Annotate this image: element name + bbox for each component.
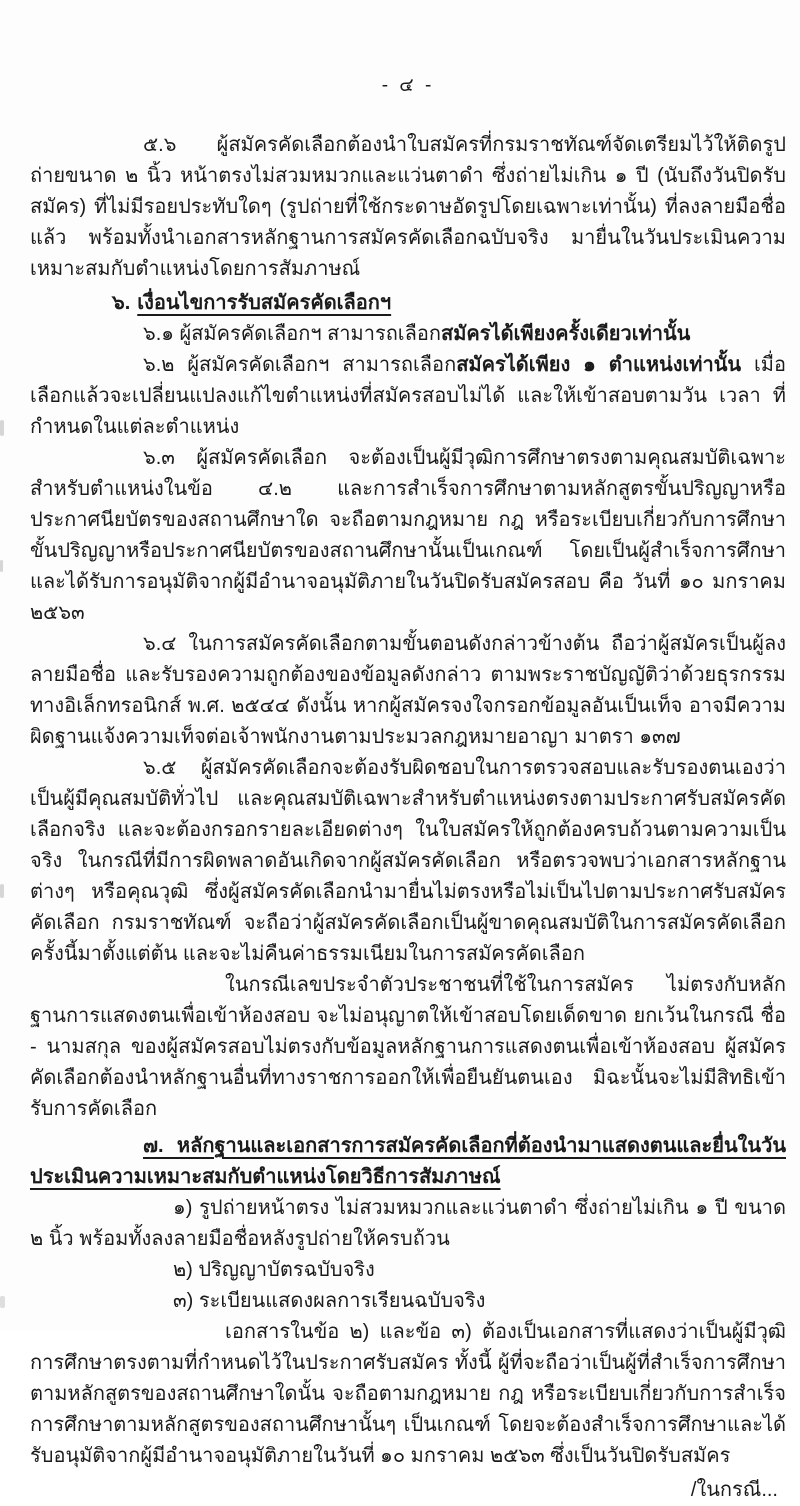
continuation-mark: /ในกรณี... [690,1479,778,1501]
id-card-note: ในกรณีเลขประจำตัวประชาชนที่ใช้ในการสมัคร ไม่ตรงกับหลักฐานการแสดงตนเพื่อเข้าห้องสอบ จะไม่อนุญาตให้เข้าสอบโดยเด็ดขาด ยกเว้นในกรณี ชื่อ - นามสกุล ของผู้สมัครสอบไม่ตรงกับข้อมูลหลักฐานการแสดงตนเพื่อเข้าห้องสอบ ผู้สมัครคัดเลือกต้องนำหลักฐานอื่นที่ทางราชการออกให้เพื่อยืนยันตนเอง มิฉะนั้นจะไม่มีสิทธิเข้ารับการคัดเลือก [30,974,786,1120]
clause-6-5: ๖.๕ ผู้สมัครคัดเลือกจะต้องรับผิดชอบในการตรวจสอบและรับรองตนเองว่า เป็นผู้มีคุณสมบัติทั่วไป และคุณสมบัติเฉพาะสำหรับตำแหน่งตรงตามประกาศรับสมัครคัดเลือกจริง และจะต้องกรอกรายละเอียดต่างๆ ในใบสมัครให้ถูกต้องครบถ้วนตามความเป็นจริง ในกรณีที่มีการผิดพลาดอันเกิดจากผู้สมัครคัดเลือก หรือตรวจพบว่าเอกสารหลักฐานต่างๆ หรือคุณวุฒิ ซึ่งผู้สมัครคัดเลือกนำมายื่นไม่ตรงหรือไม่เป็นไปตามประกาศรับสมัครคัดเลือก กรมราชทัณฑ์ จะถือว่าผู้สมัครคัดเลือกเป็นผู้ขาดคุณสมบัติในการสมัครคัดเลือกครั้งนี้มาตั้งแต่ต้น และจะไม่คืนค่าธรรมเนียมในการสมัครคัดเลือก [30,757,786,965]
clause-6-4: ๖.๔ ในการสมัครคัดเลือกตามขั้นตอนดังกล่าวข้างต้น ถือว่าผู้สมัครเป็นผู้ลงลายมือชื่อ และรับรองความถูกต้องของข้อมูลดังกล่าว ตามพระราชบัญญัติว่าด้วยธุรกรรมทางอิเล็กทรอนิกส์ พ.ศ. ๒๕๔๔ ดังนั้น หากผู้สมัครจงใจกรอกข้อมูลอันเป็นเท็จ อาจมีความผิดฐานแจ้งความเท็จต่อเจ้าพนักงานตามประมวลกฎหมายอาญา มาตรา ๑๓๗ [30,633,786,748]
scan-artifact [0,420,4,436]
section-6-title: เงื่อนไขการรับสมัครคัดเลือกฯ [137,292,392,314]
clause-6-1-bold-text: สมัครได้เพียงครั้งเดียวเท่านั้น [441,323,691,345]
clause-6-2-suffix-text: เมื่อเลือกแล้วจะเปลี่ยนแปลงแก้ไขตำแหน่งที่สมัครสอบไม่ได้ และให้เข้าสอบตามวัน เวลา ที่กำหนดในแต่ละตำแหน่ง [30,354,786,438]
scan-artifact [0,1296,5,1308]
section-6-number: ๖. [112,292,131,314]
clause-6-1 [30,319,786,350]
scan-artifact [0,884,4,898]
evidence-item-transcript: ๓) ระเบียนแสดงผลการเรียนฉบับจริง [173,1290,486,1312]
section-7-title: ๗. หลักฐานและเอกสารการสมัครคัดเลือกที่ต้องนำมาแสดงตนและยื่นในวันประเมินความเหมาะสมกับตำแหน่งโดยวิธีการสัมภาษณ์ [30,1135,786,1188]
section-7-heading [30,1131,786,1193]
documents-note: เอกสารในข้อ ๒) และข้อ ๓) ต้องเป็นเอกสารที่แสดงว่าเป็นผู้มีวุฒิการศึกษาตรงตามที่กำหนดไว้ในประกาศรับสมัคร ทั้งนี้ ผู้ที่จะถือว่าเป็นผู้ที่สำเร็จการศึกษาตามหลักสูตรของสถานศึกษาใดนั้น จะถือตามกฎหมาย กฎ หรือระเบียบเกี่ยวกับการสำเร็จการศึกษาตามหลักสูตรของสถานศึกษานั้นๆ เป็นเกณฑ์ โดยจะต้องสำเร็จการศึกษาและได้รับอนุมัติจากผู้มีอำนาจอนุมัติภายในวันที่ ๑๐ มกราคม ๒๕๖๓ ซึ่งเป็นวันปิดรับสมัคร [30,1321,786,1467]
document-body [30,70,786,1506]
clause-6-1-text: ๖.๑ ผู้สมัครคัดเลือกฯ สามารถเลือก [143,323,442,345]
clause-5-6: ๕.๖ ผู้สมัครคัดเลือกต้องนำใบสมัครที่กรมราชทัณฑ์จัดเตรียมไว้ให้ติดรูปถ่ายขนาด ๒ นิ้ว หน้าตรงไม่สวมหมวกและแว่นตาดำ ซึ่งถ่ายไม่เกิน ๑ ปี (นับถึงวันปิดรับสมัคร) ที่ไม่มีรอยประทับใดๆ (รูปถ่ายที่ใช้กระดาษอัดรูปโดยเฉพาะเท่านั้น) ที่ลงลายมือชื่อแล้ว พร้อมทั้งนำเอกสารหลักฐานการสมัครคัดเลือกฉบับจริง มายื่นในวันประเมินความเหมาะสมกับตำแหน่งโดยการสัมภาษณ์ [30,134,786,280]
clause-6-2-bold-text: สมัครได้เพียง ๑ ตำแหน่งเท่านั้น [456,354,742,376]
evidence-item-photo: ๑) รูปถ่ายหน้าตรง ไม่สวมหมวกและแว่นตาดำ ซึ่งถ่ายไม่เกิน ๑ ปี ขนาด ๒ นิ้ว พร้อมทั้งลงลายมือชื่อหลังรูปถ่ายให้ครบถ้วน [30,1197,786,1250]
scan-artifact [0,560,3,572]
clause-6-3: ๖.๓ ผู้สมัครคัดเลือก จะต้องเป็นผู้มีวุฒิการศึกษาตรงตามคุณสมบัติเฉพาะสำหรับตำแหน่งในข้อ ๔.๒ และการสำเร็จการศึกษาตามหลักสูตรขั้นปริญญาหรือประกาศนียบัตรของสถานศึกษาใด จะถือตามกฎหมาย กฎ หรือระเบียบเกี่ยวกับการศึกษาขั้นปริญญาหรือประกาศนียบัตรของสถานศึกษานั้นเป็นเกณฑ์ โดยเป็นผู้สำเร็จการศึกษาและได้รับการอนุมัติจากผู้มีอำนาจอนุมัติภายในวันปิดรับสมัครสอบ คือ วันที่ ๑๐ มกราคม ๒๕๖๓ [30,447,786,624]
page-number: - ๔ - [381,75,435,96]
section-6-heading [30,288,786,319]
clause-6-2 [30,350,786,443]
evidence-item-degree: ๒) ปริญญาบัตรฉบับจริง [173,1259,375,1281]
clause-6-2-text: ๖.๒ ผู้สมัครคัดเลือกฯ สามารถเลือก [143,354,457,376]
